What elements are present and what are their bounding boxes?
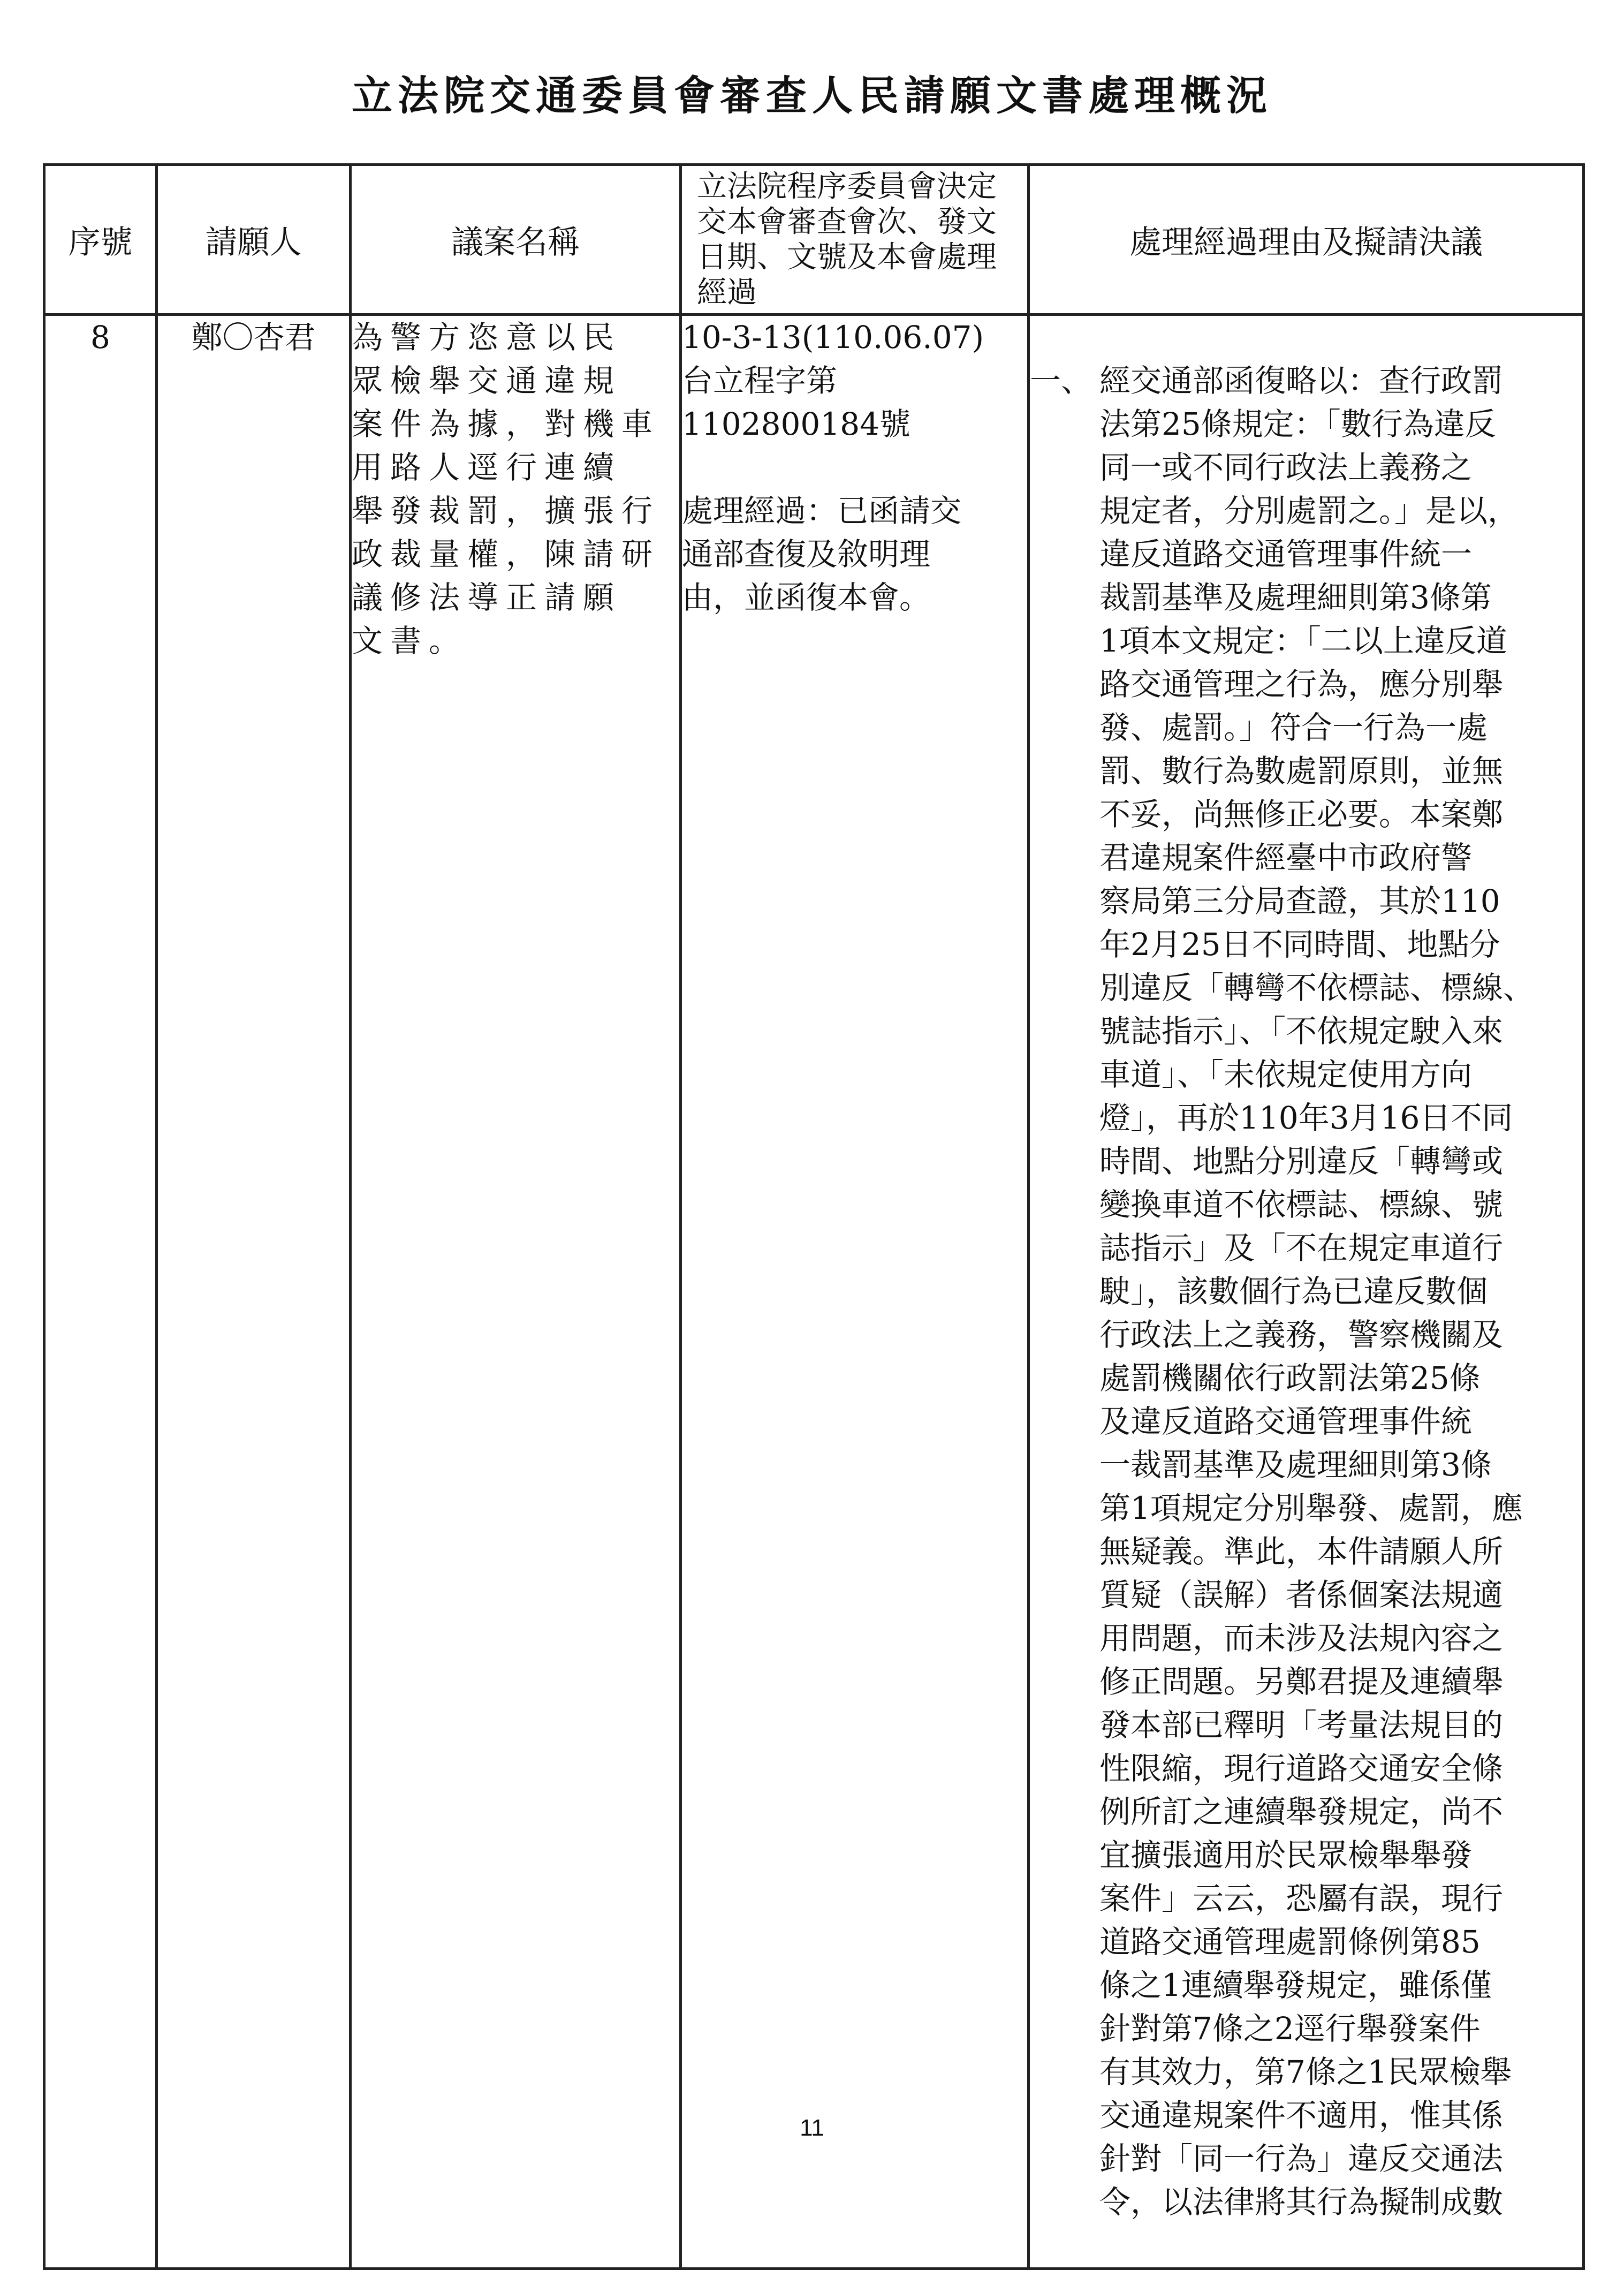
document-title: 立法院交通委員會審查人民請願文書處理概況 xyxy=(352,72,1272,119)
header-reason: 處理經過理由及擬請決議 xyxy=(1029,165,1584,315)
table-header-row xyxy=(44,165,1584,315)
header-petitioner: 請願人 xyxy=(157,165,351,315)
header-bill-name: 議案名稱 xyxy=(351,165,681,315)
reason-item-number: 一、 xyxy=(1030,362,1092,399)
row-petitioner: 鄭〇杏君 xyxy=(157,315,351,2269)
table-row xyxy=(44,315,1584,2269)
row-bill-name: 為警方恣意以民 眾檢舉交通違規 案件為據，對機車 用路人逕行連續 舉發裁罰，擴張行 政裁量權，陳請研 議修法導正請願 文書。 xyxy=(351,315,681,2269)
page-number: 11 xyxy=(800,2115,824,2141)
reason-item xyxy=(1030,359,1582,2224)
row-committee-decision: 10-3-13(110.06.07) 台立程字第 1102800184號 處理經過：已函請交 通部查復及敘明理 由，並函復本會。 xyxy=(681,315,1029,2269)
header-committee-decision: 立法院程序委員會決定交本會審查會次、發文日期、文號及本會處理經過 xyxy=(681,165,1029,315)
row-reason xyxy=(1029,315,1584,2269)
row-seq: 8 xyxy=(44,315,157,2269)
petition-table xyxy=(43,163,1585,2270)
header-seq: 序號 xyxy=(44,165,157,315)
reason-item-text: 經交通部函復略以：查行政罰 法第25條規定：「數行為違反 同一或不同行政法上義務之 規定者，分別處罰之。」是以， 違反道路交通管理事件統一 裁罰基準及處理細則第3條第 1項本文規定：「二以上違反道 路交通管理之行為，應分別舉 發、處罰。」符合一行為一處 罰、數行為數處罰原則，並無 不妥，尚無修正必要。本案鄭 君違規案件經臺中市政府警 察局第三分局查證，其於110 年2月25日不同時間、地點分 別違反「轉彎不依標誌、標線、 號誌指示」、「不依規定駛入來 車道」、「未依規定使用方向 燈」，再於110年3月16日不同 時間、地點分別違反「轉彎或 變換車道不依標誌、標線、號 誌指示」及「不在規定車道行 駛」，該數個行為已違反數個 行政法上之義務，警察機關及 處罰機關依行政罰法第25條 及違反道路交通管理事件統 一裁罰基準及處理細則第3條 第1項規定分別舉發、處罰，應 無疑義。準此，本件請願人所 質疑（誤解）者係個案法規適 用問題，而未涉及法規內容之 修正問題。另鄭君提及連續舉 發本部已釋明「考量法規目的 性限縮，現行道路交通安全條 例所訂之連續舉發規定，尚不 宜擴張適用於民眾檢舉舉發 案件」云云，恐屬有誤，現行 道路交通管理處罰條例第85 條之1連續舉發規定，雖係僅 針對第7條之2逕行舉發案件 有其效力，第7條之1民眾檢舉 交通違規案件不適用，惟其係 針對「同一行為」違反交通法 令，以法律將其行為擬制成數 xyxy=(1099,362,1535,2220)
